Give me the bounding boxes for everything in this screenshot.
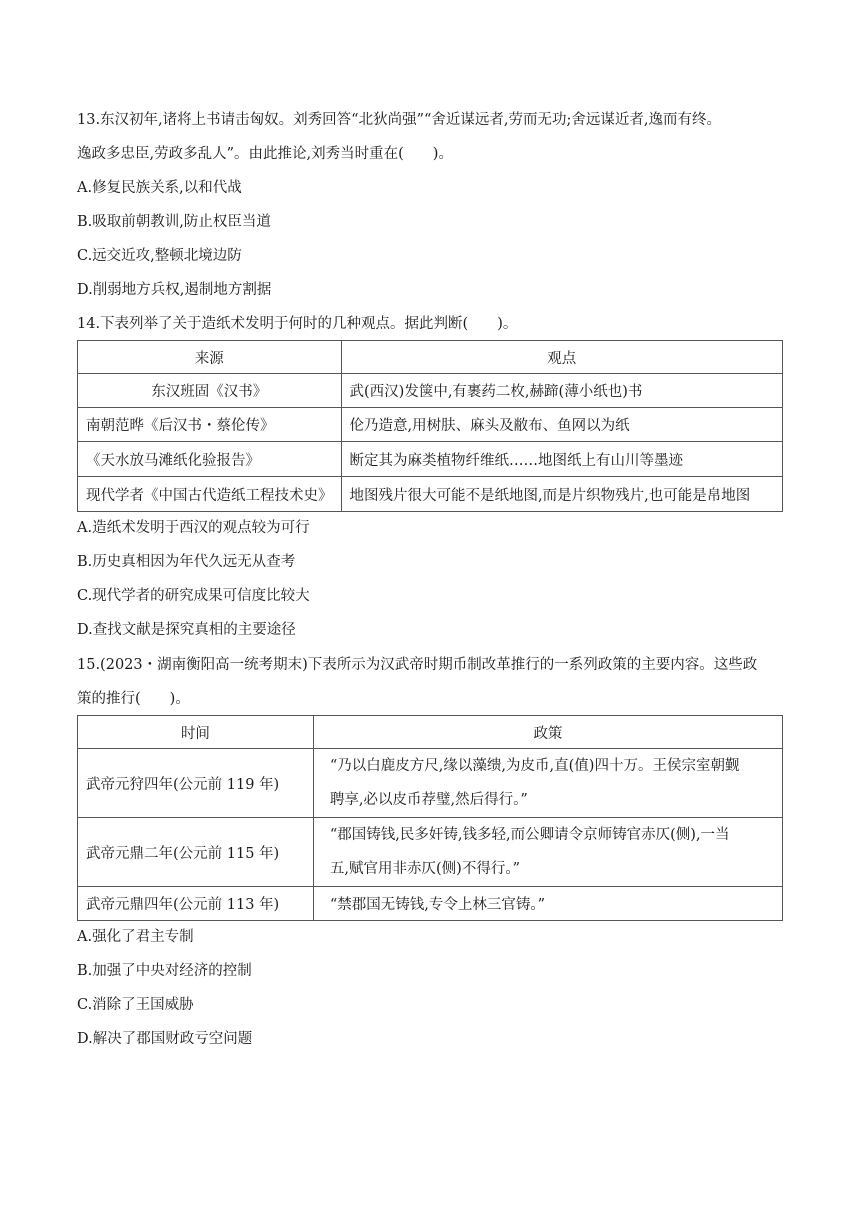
q14-option-d: D.查找文献是探究真相的主要途径 [77, 622, 296, 638]
q14-stem: 14.下表列举了关于造纸术发明于何时的几种观点。据此判断( )。 [77, 316, 518, 332]
q13-option-c: C.远交近攻,整顿北境边防 [77, 248, 242, 264]
table-cell: 武帝元鼎四年(公元前 113 年) [78, 887, 314, 921]
q13-option-d: D.削弱地方兵权,遏制地方割据 [77, 282, 272, 298]
table-row [78, 374, 783, 408]
table-cell: 现代学者《中国古代造纸工程技术史》 [78, 477, 342, 512]
q15-option-b: B.加强了中央对经济的控制 [77, 963, 252, 979]
table-header: 来源 [78, 341, 342, 374]
q15-stem-line2: 策的推行( )。 [77, 691, 190, 707]
table-row [78, 408, 783, 442]
q14-option-c: C.现代学者的研究成果可信度比较大 [77, 588, 310, 604]
q14-option-a: A.造纸术发明于西汉的观点较为可行 [77, 520, 310, 536]
table-cell: 断定其为麻类植物纤维纸……地图纸上有山川等墨迹 [341, 442, 783, 477]
table-cell: 武帝元鼎二年(公元前 115 年) [78, 818, 314, 887]
q13-option-b: B.吸取前朝教训,防止权臣当道 [77, 214, 271, 230]
table-header: 时间 [78, 716, 314, 749]
table-cell-line: “郡国铸钱,民多奸铸,钱多轻,而公卿请令京师铸官赤仄(侧),一当 [329, 827, 730, 843]
table-row [78, 818, 783, 887]
table-header: 政策 [313, 716, 782, 749]
table-header-row [78, 716, 783, 749]
table-cell [313, 818, 782, 887]
table-cell-line: 五,赋官用非赤仄(侧)不得行。” [329, 861, 520, 877]
q13-stem-line1: 13.东汉初年,诸将上书请击匈奴。刘秀回答“北狄尚强”“舍近谋远者,劳而无功;舍远谋近者,逸而有终。 [77, 112, 722, 128]
table-cell: 《天水放马滩纸化验报告》 [78, 442, 342, 477]
table-cell: “禁郡国无铸钱,专令上林三官铸。” [313, 887, 782, 921]
table-cell: 武(西汉)发箧中,有裹药二枚,赫蹄(薄小纸也)书 [341, 374, 783, 408]
table-cell: 武帝元狩四年(公元前 119 年) [78, 749, 314, 818]
q15-option-d: D.解决了郡国财政亏空问题 [77, 1031, 253, 1047]
table-row [78, 887, 783, 921]
table-header-row [78, 341, 783, 374]
q15-option-c: C.消除了王国威胁 [77, 997, 194, 1013]
table-cell-line: 聘享,必以皮币荐璧,然后得行。” [329, 792, 528, 808]
table-cell: 东汉班固《汉书》 [78, 374, 342, 408]
table-cell-line: “乃以白鹿皮方尺,缘以藻缋,为皮币,直(值)四十万。王侯宗室朝觐 [329, 758, 740, 774]
q15-table [77, 715, 783, 921]
table-row [78, 477, 783, 512]
table-cell: 地图残片很大可能不是纸地图,而是片织物残片,也可能是帛地图 [341, 477, 783, 512]
table-row [78, 749, 783, 818]
q13-stem-line2: 逸政多忠臣,劳政多乱人”。由此推论,刘秀当时重在( )。 [77, 146, 453, 162]
q15-stem-line1: 15.(2023・湖南衡阳高一统考期末)下表所示为汉武帝时期币制改革推行的一系列政策的主要内容。这些政 [77, 657, 758, 673]
q13-option-a: A.修复民族关系,以和代战 [77, 180, 242, 196]
q14-option-b: B.历史真相因为年代久远无从查考 [77, 554, 296, 570]
table-cell: 伦乃造意,用树肤、麻头及敝布、鱼网以为纸 [341, 408, 783, 442]
table-cell: 南朝范晔《后汉书・蔡伦传》 [78, 408, 342, 442]
table-cell [313, 749, 782, 818]
table-row [78, 442, 783, 477]
q14-table [77, 340, 783, 512]
table-header: 观点 [341, 341, 783, 374]
q15-option-a: A.强化了君主专制 [77, 929, 194, 945]
